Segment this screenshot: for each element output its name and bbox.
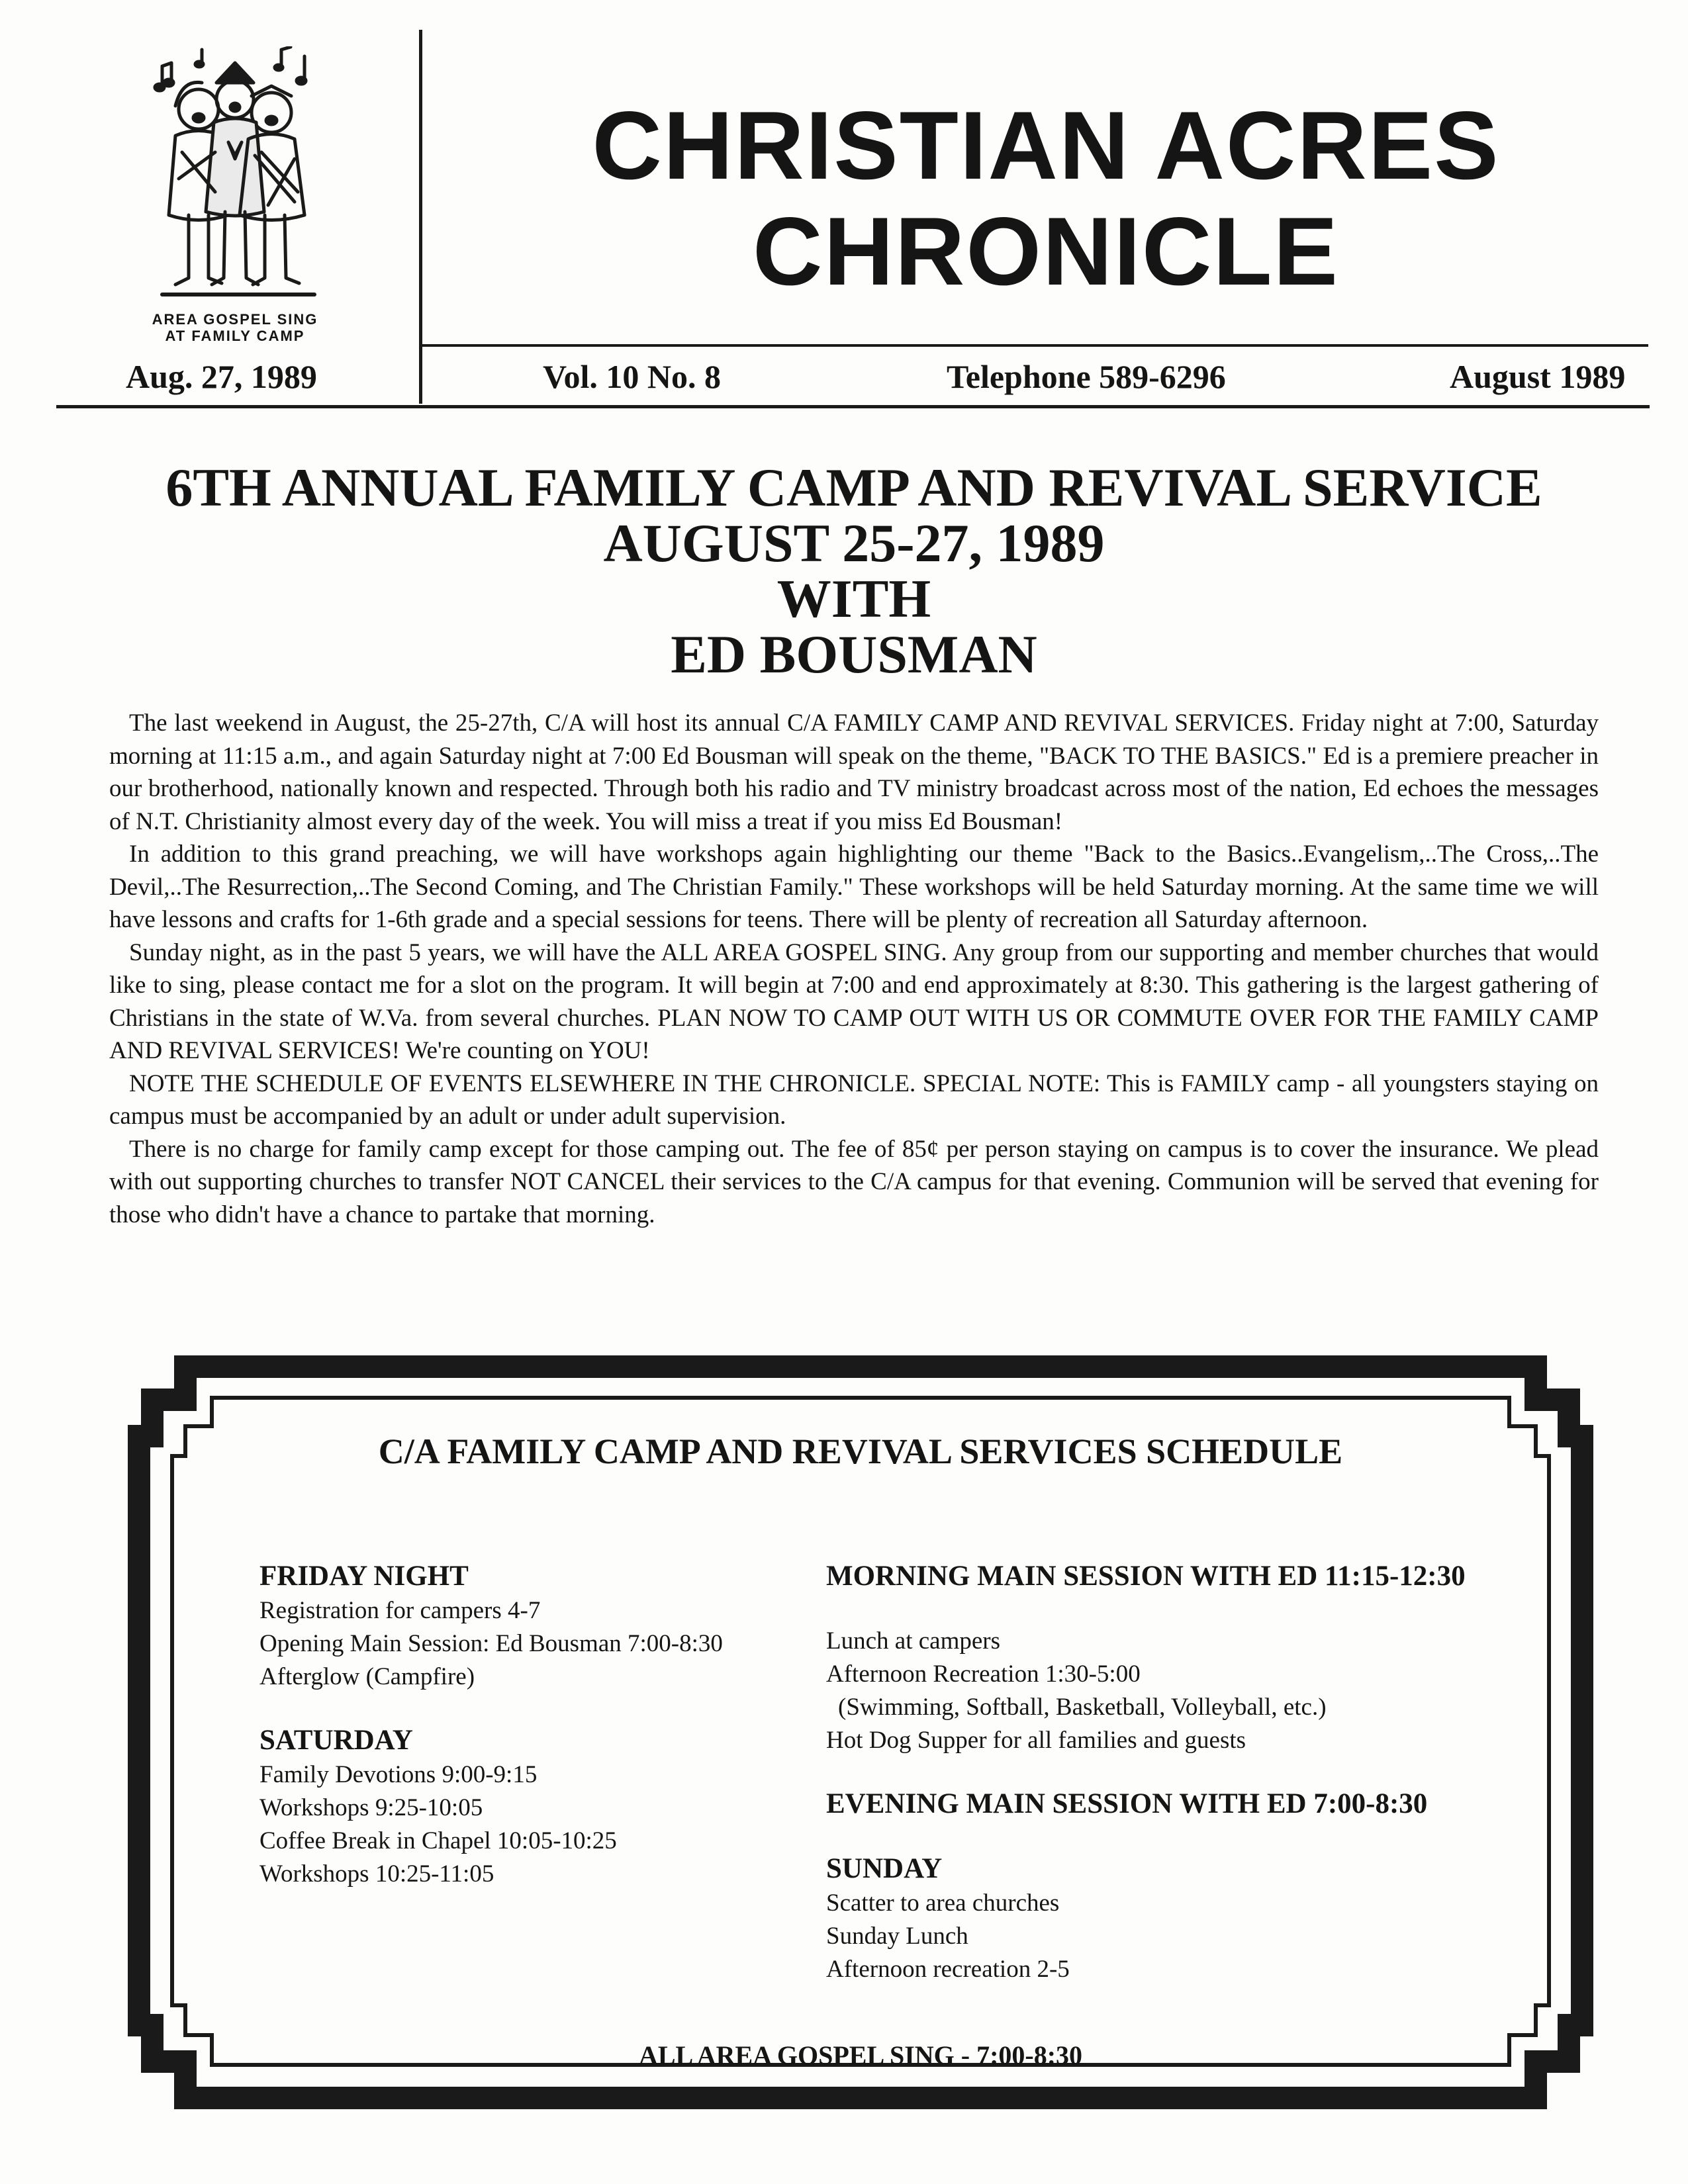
schedule-item: (Swimming, Softball, Basketball, Volleyball, etc.) (838, 1694, 1327, 1721)
article-paragraph: There is no charge for family camp except for those camping out. The fee of 85¢ per person staying on campus is to cover the insurance. We plead with out supporting churches to transfer NOT CANCEL their services to the C/A campus for that evening. Communion will be served that evening for those who didn't have a chance to partake that morning. (109, 1135, 1599, 1228)
schedule-item: Workshops 9:25-10:05 (259, 1794, 483, 1821)
newsletter-title (463, 93, 1628, 304)
telephone-number: Telephone 589-6296 (947, 358, 1226, 395)
logo-gospel-singers (136, 46, 334, 304)
schedule-item: Lunch at campers (826, 1627, 1000, 1655)
schedule-item: Opening Main Session: Ed Bousman 7:00-8:30 (259, 1630, 723, 1657)
schedule-item: Family Devotions 9:00-9:15 (259, 1761, 538, 1788)
article-paragraph: The last weekend in August, the 25-27th, C/A will host its annual C/A FAMILY CAMP AND REVIVAL SERVICES. Friday night at 7:00, Saturday morning at 11:15 a.m., and again Saturday night at 7:00 Ed Bousman will speak on the theme, "BACK TO THE BASICS." Ed is a premiere preacher in our brotherhood, nationally known and respected. Through both his radio and TV ministry broadcast across most of the nation, Ed echoes the messages of N.T. Christianity almost every day of the week. You will miss a treat if you miss Ed Bousman! (109, 709, 1599, 835)
title-line-1: CHRISTIAN ACRES (592, 91, 1500, 199)
masthead-bottom-rule (56, 405, 1650, 408)
sunday-heading: SUNDAY (826, 1853, 943, 1884)
headline-line-2: AUGUST 25-27, 1989 (603, 513, 1105, 573)
volume-number: Vol. 10 No. 8 (543, 358, 722, 395)
title-line-2: CHRONICLE (753, 197, 1339, 305)
schedule-title: C/A FAMILY CAMP AND REVIVAL SERVICES SCHEDULE (378, 1432, 1343, 1471)
schedule-item: Registration for campers 4-7 (259, 1597, 541, 1624)
friday-heading: FRIDAY NIGHT (259, 1561, 469, 1592)
schedule-item: Sunday Lunch (826, 1923, 968, 1950)
article-paragraph: NOTE THE SCHEDULE OF EVENTS ELSEWHERE IN THE CHRONICLE. SPECIAL NOTE: This is FAMILY camp - all youngsters staying on campus must be accompanied by an adult or under adult supervision. (109, 1069, 1599, 1130)
headline-line-1: 6TH ANNUAL FAMILY CAMP AND REVIVAL SERVICE (165, 457, 1542, 518)
saturday-heading: SATURDAY (259, 1725, 413, 1756)
schedule-item: Hot Dog Supper for all families and guests (826, 1727, 1246, 1754)
schedule-item: Workshops 10:25-11:05 (259, 1860, 494, 1888)
logo-caption-line1: AREA GOSPEL SING (152, 311, 318, 328)
issue-date: Aug. 27, 1989 (126, 358, 317, 395)
schedule-item: Afternoon Recreation 1:30-5:00 (826, 1661, 1141, 1688)
headline (60, 457, 1648, 684)
article-paragraph: In addition to this grand preaching, we will have workshops again highlighting our theme "Back to the Basics..Evangelism,..The Cross,..The Devil,..The Resurrection,..The Second Coming, and The Christian Family." These workshops will be held Saturday morning. At the same time we will have lessons and crafts for 1-6th grade and a special sessions for teens. There will be plenty of recreation all Saturday afternoon. (109, 841, 1599, 933)
article-paragraph: Sunday night, as in the past 5 years, we will have the ALL AREA GOSPEL SING. Any group from our supporting and member churches that would like to sing, please contact me for a slot on the program. It will begin at 7:00 and end approximately at 8:30. This gathering is the largest gathering of Christians in the state of W.Va. from several churches. PLAN NOW TO CAMP OUT WITH US OR COMMUTE OVER FOR THE FAMILY CAMP AND REVIVAL SERVICES! We're counting on YOU! (109, 938, 1599, 1064)
schedule-item: Coffee Break in Chapel 10:05-10:25 (259, 1827, 617, 1854)
schedule-left-column (259, 1559, 855, 1891)
logo-caption-line2: AT FAMILY CAMP (165, 328, 305, 344)
headline-line-3: WITH (776, 569, 931, 629)
schedule-item: Afterglow (Campfire) (259, 1663, 475, 1690)
morning-session-heading: MORNING MAIN SESSION WITH ED 11:15-12:30 (826, 1561, 1466, 1592)
masthead-title-rule (422, 344, 1648, 347)
masthead-vertical-rule (419, 30, 422, 404)
logo-caption (126, 311, 344, 344)
issue-month: August 1989 (1450, 358, 1626, 395)
schedule-right-column (826, 1559, 1521, 1986)
schedule-item: Scatter to area churches (826, 1889, 1060, 1917)
evening-session-heading: EVENING MAIN SESSION WITH ED 7:00-8:30 (826, 1788, 1428, 1819)
article-body (109, 707, 1599, 1231)
schedule-item: Afternoon recreation 2-5 (826, 1956, 1070, 1983)
gospel-sing-note: ALL AREA GOSPEL SING - 7:00-8:30 (638, 2040, 1083, 2070)
headline-line-4: ED BOUSMAN (671, 624, 1037, 684)
